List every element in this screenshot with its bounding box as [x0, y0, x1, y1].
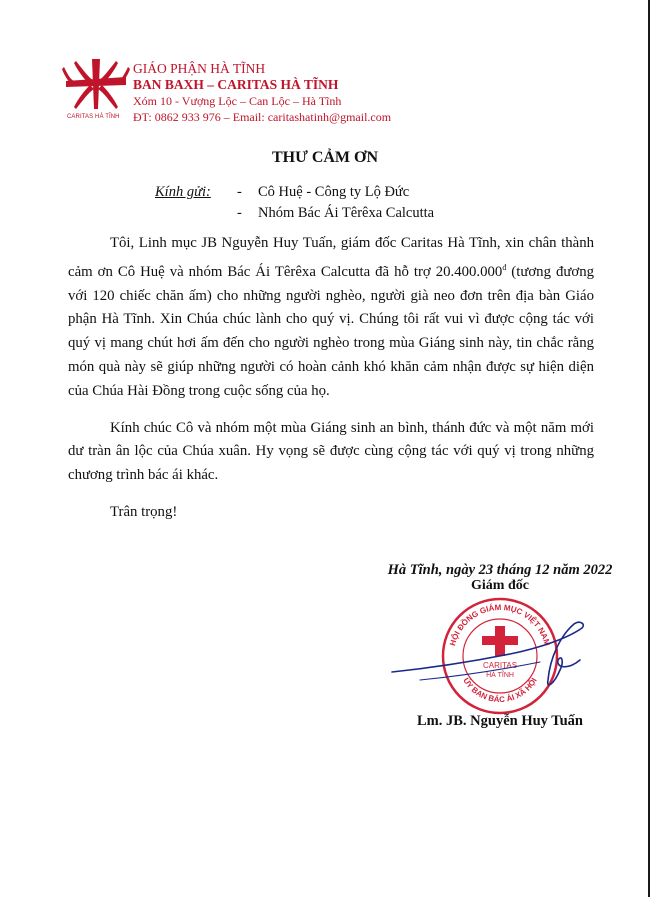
logo-caption: CARITAS HÀ TĨNH	[67, 114, 120, 120]
handwritten-signature-icon	[390, 610, 590, 700]
paragraph-1-start: Tôi, Linh mục JB Nguyễn Huy Tuấn, giám đốc Caritas Hà Tĩnh, xin chân thành cảm ơn Cô Huệ và nhóm Bác Ái Têrêxa Calcutta đã hỗ trợ	[68, 235, 594, 280]
recipients-label: Kính gửi:	[155, 184, 211, 200]
organization-name: BAN BAXH – CARITAS HÀ TĨNH	[133, 77, 339, 92]
donation-amount	[436, 264, 507, 280]
letter-body	[68, 232, 594, 538]
recipient-dash: -	[237, 184, 242, 200]
amount-currency: đ	[502, 262, 507, 272]
recipient-dash: -	[237, 205, 242, 221]
organization-address: Xóm 10 - Vượng Lộc – Can Lộc – Hà Tĩnh	[133, 94, 342, 108]
signer-role: Giám đốc	[471, 578, 529, 593]
seal-region-text: HÀ TĨNH	[486, 672, 514, 679]
paragraph-1	[68, 232, 594, 404]
signer-name: Lm. JB. Nguyễn Huy Tuấn	[416, 713, 583, 729]
seal-top-text: HỘI ĐỒNG GIÁM MỤC VIỆT NAM	[448, 602, 552, 647]
recipient-item	[237, 182, 409, 203]
amount-value: 20.400.000	[435, 263, 503, 280]
recipient-text: Nhóm Bác Ái Têrêxa Calcutta	[258, 205, 435, 221]
organization-header	[133, 61, 391, 125]
seal-caritas-text: CARITAS	[482, 661, 518, 670]
seal-bottom-text: ỦY BAN BÁC ÁI XÃ HỘI	[461, 676, 539, 705]
diocese-name: GIÁO PHẬN HÀ TĨNH	[133, 61, 266, 76]
letter-title: THƯ CẢM ƠN	[271, 149, 379, 166]
paragraph-1-end: (tương đương với 120 chiếc chăn ấm) cho những người nghèo, người già neo đơn trên địa bàn Giáo phận Hà Tĩnh. Xin Chúa chúc lành cho quý vị. Chúng tôi rất vui vì được cộng tác với quý vị mang chút hơi ấm đến cho người nghèo trong mùa Giáng sinh này, tin chắc rằng món quà này sẽ giúp những người có hoàn cảnh khó khăn cảm nhận được sự hiện diện của Chúa Hài Đồng trong cuộc sống của họ.	[68, 263, 594, 399]
closing-greeting: Trân trọng!	[110, 503, 178, 520]
recipient-item	[237, 203, 434, 224]
recipient-text: Cô Huệ - Công ty Lộ Đức	[258, 184, 410, 200]
paragraph-2: Kính chúc Cô và nhóm một mùa Giáng sinh an bình, thánh đức và một năm mới dư tràn ân lộc của Chúa xuân. Hy vọng sẽ được cùng cộng tác với quý vị trong những chương trình bác ái khác.	[68, 419, 594, 484]
organization-contact: ĐT: 0862 933 976 – Email: caritashatinh@gmail.com	[133, 110, 392, 124]
place-and-date: Hà Tĩnh, ngày 23 tháng 12 năm 2022	[387, 562, 613, 578]
